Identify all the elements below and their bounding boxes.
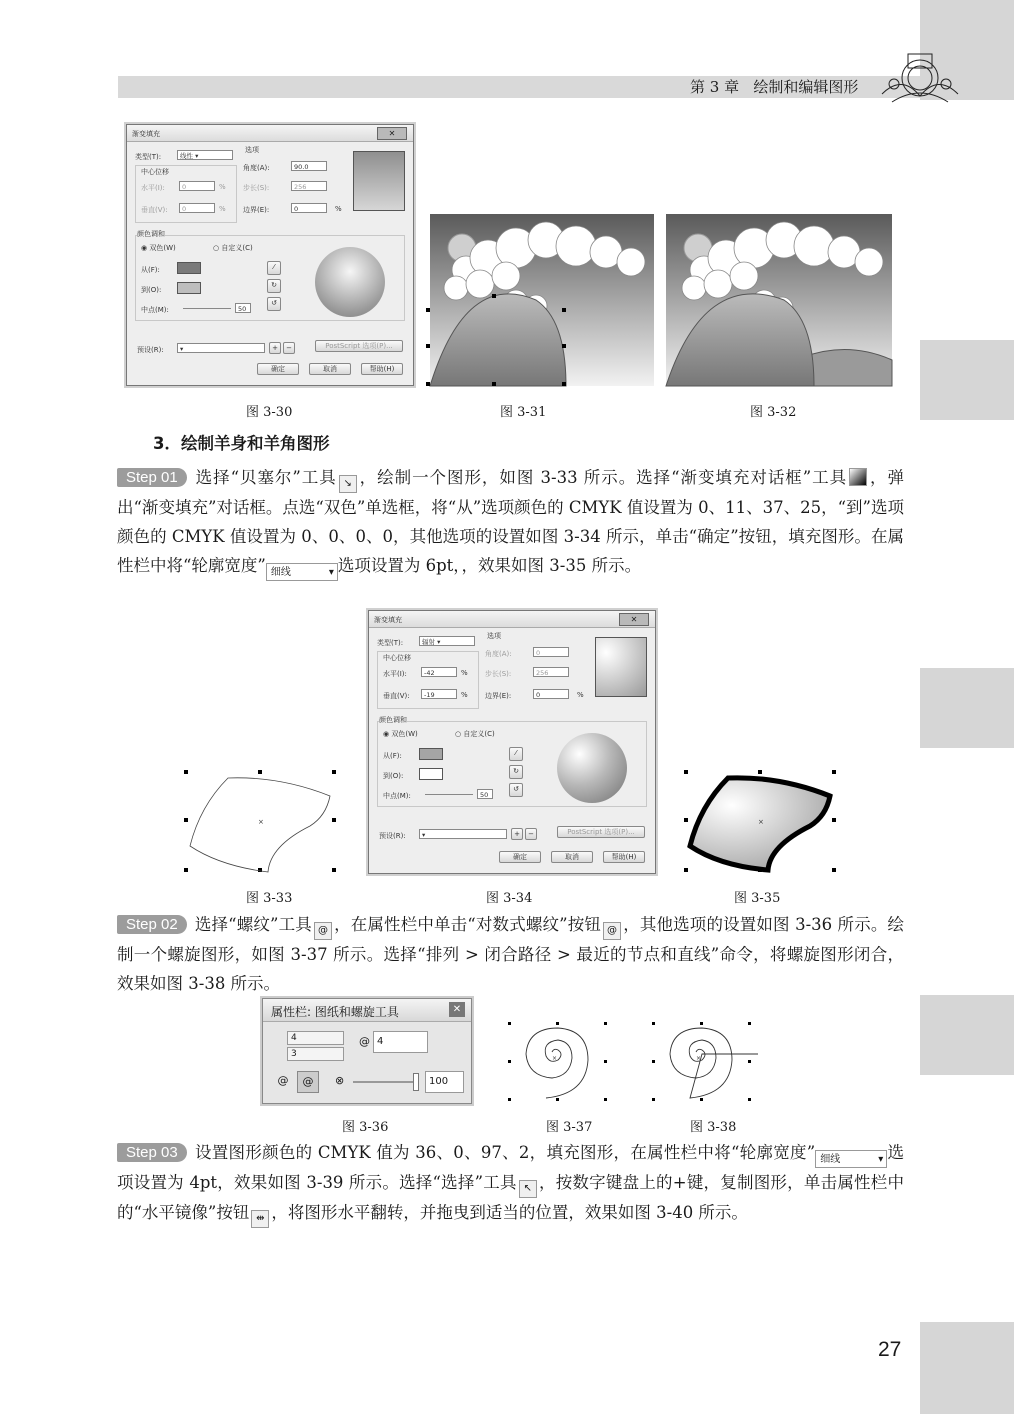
cancel-button[interactable]: 取消 [309,363,351,375]
midpoint-label: 中点(M): [141,306,169,314]
vertical-input[interactable]: 0 [179,203,215,213]
close-icon[interactable]: ✕ [377,127,407,140]
svg-text:×: × [696,1055,702,1062]
expansion-input[interactable]: 100 [425,1071,464,1093]
color-blend-label: 颜色调和 [379,716,407,724]
toolbar-title: 属性栏: 图纸和螺旋工具 [271,1005,399,1019]
figure-3-35 [680,766,840,876]
steps-label: 步长(S): [243,184,270,192]
figure-3-33 [180,766,340,876]
expansion-slider[interactable] [353,1081,415,1083]
page-number: 27 [878,1338,902,1361]
outline-width-dropdown: 细线 ▾ [266,563,338,581]
side-tab [920,1322,1014,1414]
step-badge: Step 03 [117,1143,187,1162]
svg-text:×: × [258,818,264,826]
to-label: 到(O): [383,772,404,780]
svg-text:×: × [552,1055,558,1062]
side-tab [920,340,1014,420]
preset-label: 预设(R): [379,832,406,840]
angle-input[interactable]: 0 [533,647,569,657]
caption-3-38: 图 3-38 [690,1120,737,1135]
to-color-swatch[interactable] [419,768,443,780]
spiral-toolbar [262,998,472,1104]
postscript-options-button[interactable]: PostScript 选项(P)... [557,826,645,838]
log-spiral-icon: @ [603,922,621,940]
angle-label: 角度(A): [485,650,512,658]
steps-input[interactable]: 256 [291,181,327,191]
caption-3-30: 图 3-30 [246,405,293,420]
preset-select[interactable]: ▾ [177,343,265,353]
figure-3-37 [506,1020,610,1104]
gradient-fill-icon [849,468,867,486]
edge-input[interactable]: 0 [533,689,569,699]
step-badge: Step 02 [117,915,187,934]
spiral-tool-icon: @ [314,922,332,940]
from-label: 从(F): [141,266,160,274]
gradient-sphere [315,247,385,317]
midpoint-input[interactable]: 50 [235,303,251,313]
from-label: 从(F): [383,752,402,760]
from-color-swatch[interactable] [419,748,443,760]
midpoint-slider[interactable] [425,794,473,795]
pick-tool-icon: ↖ [519,1180,537,1198]
horizontal-input[interactable]: -42 [421,667,457,677]
outline-width-dropdown: 细线 ▾ [815,1150,887,1168]
add-preset-button[interactable]: + [269,342,281,354]
mirror-horizontal-icon: ⇹ [251,1210,269,1228]
help-button[interactable]: 帮助(H) [603,851,645,863]
horizontal-input[interactable]: 0 [179,181,215,191]
steps-label: 步长(S): [485,670,512,678]
figure-3-32 [664,210,896,390]
caption-3-37: 图 3-37 [546,1120,593,1135]
symmetric-spiral-button[interactable]: @ [277,1074,289,1087]
vertical-label: 垂直(V): [141,206,168,214]
expansion-slider-thumb[interactable] [413,1073,419,1091]
header-ornament [872,44,968,108]
caption-3-35: 图 3-35 [734,891,781,906]
close-icon[interactable]: ✕ [449,1002,465,1017]
preset-select[interactable]: ▾ [419,829,507,839]
to-color-swatch[interactable] [177,282,201,294]
horizontal-label: 水平(I): [141,184,165,192]
bezier-tool-icon: ↘ [339,475,357,493]
step-badge: Step 01 [117,468,187,487]
rotate-cw-icon[interactable]: ↻ [509,765,523,779]
header-title: 第 3 章 绘制和编辑图形 [690,78,859,96]
preset-label: 预设(R): [137,346,164,354]
edge-label: 边界(E): [485,692,512,700]
type-select[interactable]: 线性 ▾ [177,150,233,160]
section-title: 3．绘制羊身和羊角图形 [153,434,330,453]
eyedropper-icon[interactable]: ⁄ [509,747,523,761]
angle-input[interactable]: 90.0 [291,161,327,171]
custom-radio[interactable]: ○ 自定义(C) [213,244,253,252]
side-tab [920,668,1014,748]
help-button[interactable]: 帮助(H) [361,363,403,375]
center-label: 中心位移 [383,654,411,662]
gradient-fill-dialog-1 [126,124,414,386]
side-tab [920,995,1014,1075]
caption-3-32: 图 3-32 [750,405,797,420]
edge-input[interactable]: 0 [291,203,327,213]
postscript-options-button[interactable]: PostScript 选项(P)... [315,340,403,352]
caption-3-33: 图 3-33 [246,891,293,906]
edge-label: 边界(E): [243,206,270,214]
midpoint-input[interactable]: 50 [477,789,493,799]
options-label: 选项 [245,146,259,154]
type-label: 类型(T): [135,153,162,161]
spiral-revolutions-input[interactable]: 4 [373,1031,428,1053]
angle-label: 角度(A): [243,164,270,172]
steps-input[interactable]: 256 [533,667,569,677]
color-blend-label: 颜色调和 [137,230,165,238]
percent-label: % [461,669,468,677]
caption-3-36: 图 3-36 [342,1120,389,1135]
grid-rows-input[interactable]: 4 [287,1031,344,1045]
add-preset-button[interactable]: + [511,828,523,840]
gradient-preview [353,151,405,211]
two-color-radio[interactable]: ◉ 双色(W) [141,244,176,252]
spiral-revolutions-icon: @ [359,1035,370,1048]
log-spiral-button[interactable]: @ [297,1071,319,1093]
step-02-paragraph: Step 02 选择“螺纹”工具 @ ，在属性栏中单击“对数式螺纹”按钮 @ ，其他选项的设置如图 3-36 所示。绘制一个螺旋图形，如图 3-37 所示。选择“排列 > 闭合路径 > 最近的节点和直线”命令，将螺旋图形闭合，效果如图 3-38 所示。 [117,915,905,993]
ok-button[interactable]: 确定 [257,363,299,375]
step-01-paragraph: Step 01 选择“贝塞尔”工具 ↘ ，绘制一个图形，如图 3-33 所示。选择“渐变填充对话框”工具 ，弹出“渐变填充”对话框。点选“双色”单选框，将“从”选项颜色的 CMYK 值设置为 0、11、37、25，“到”选项颜色的 CMYK 值设置为 0、0、0、0，其他选项的设置如图 3-34 所示，单击“确定”按钮，填充图形。在属性栏中将“轮廓宽度” 细线 ▾ 选项设置为 6pt，，效果如图 3-35 所示。 [117,463,904,581]
caption-3-31: 图 3-31 [500,405,547,420]
percent-label: % [219,205,226,213]
remove-preset-button[interactable]: − [525,828,537,840]
to-label: 到(O): [141,286,162,294]
rotate-ccw-icon[interactable]: ↺ [267,297,281,311]
caption-3-34: 图 3-34 [486,891,533,906]
midpoint-slider[interactable] [183,308,231,309]
remove-preset-button[interactable]: − [283,342,295,354]
horizontal-label: 水平(I): [383,670,407,678]
expansion-icon: ⊗ [335,1074,345,1087]
grid-cols-input[interactable]: 3 [287,1047,344,1061]
percent-label: % [577,691,584,699]
vertical-input[interactable]: -19 [421,689,457,699]
center-label: 中心位移 [141,168,169,176]
cancel-button[interactable]: 取消 [551,851,593,863]
type-select[interactable]: 辐射 ▾ [419,636,475,646]
two-color-radio[interactable]: ◉ 双色(W) [383,730,418,738]
type-label: 类型(T): [377,639,404,647]
close-icon[interactable]: ✕ [619,613,649,626]
percent-label: % [461,691,468,699]
gradient-fill-dialog-2 [368,610,656,874]
eyedropper-icon[interactable]: ⁄ [267,261,281,275]
svg-text:×: × [758,818,764,826]
rotate-ccw-icon[interactable]: ↺ [509,783,523,797]
gradient-sphere [557,733,627,803]
vertical-label: 垂直(V): [383,692,410,700]
figure-3-38 [650,1020,762,1104]
custom-radio[interactable]: ○ 自定义(C) [455,730,495,738]
step-03-paragraph: Step 03 设置图形颜色的 CMYK 值为 36、0、97、2，填充图形，在属性栏中将“轮廓宽度” 细线 ▾ 选项设置为 4pt，效果如图 3-39 所示。选择“选择”工具 ↖ ，按数字键盘上的+键，复制图形，单击属性栏中的“水平镜像”按钮 ⇹ ，将图形水平翻转，并拖曳到适当的位置，效果如图 3-40 所示。 [117,1138,904,1228]
ok-button[interactable]: 确定 [499,851,541,863]
figure-3-31 [426,210,658,390]
dialog-titlebar: 渐变填充 ✕ [127,125,413,142]
options-label: 选项 [487,632,501,640]
percent-label: % [219,183,226,191]
toolbar-titlebar [263,999,471,1022]
from-color-swatch[interactable] [177,262,201,274]
gradient-preview [595,637,647,697]
percent-label: % [335,205,342,213]
midpoint-label: 中点(M): [383,792,411,800]
dialog-titlebar: 渐变填充 ✕ [369,611,655,628]
rotate-cw-icon[interactable]: ↻ [267,279,281,293]
